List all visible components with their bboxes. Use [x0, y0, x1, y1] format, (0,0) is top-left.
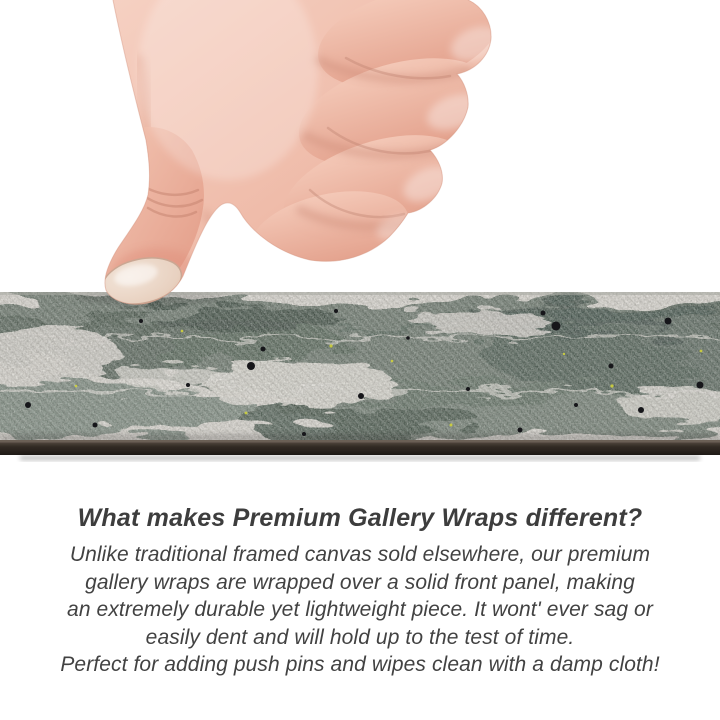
description-line-5: Perfect for adding push pins and wipes clean with a damp cloth! — [60, 653, 660, 677]
strip-drop-shadow — [20, 456, 700, 460]
description-line-4: easily dent and will hold up to the test of time. — [145, 625, 575, 649]
description-line-1: Unlike traditional framed canvas sold elsewhere, our premium — [69, 543, 651, 566]
description-block — [0, 501, 720, 679]
canvas-edge-image — [0, 292, 720, 462]
description-heading: What makes Premium Gallery Wraps different? — [77, 504, 643, 532]
description-line-3: an extremely durable yet lightweight piece. It wont' ever sag or — [67, 598, 653, 622]
hand-pressing-thumb-image — [78, 0, 508, 312]
description-line-2: gallery wraps are wrapped over a solid front panel, making — [85, 570, 635, 594]
